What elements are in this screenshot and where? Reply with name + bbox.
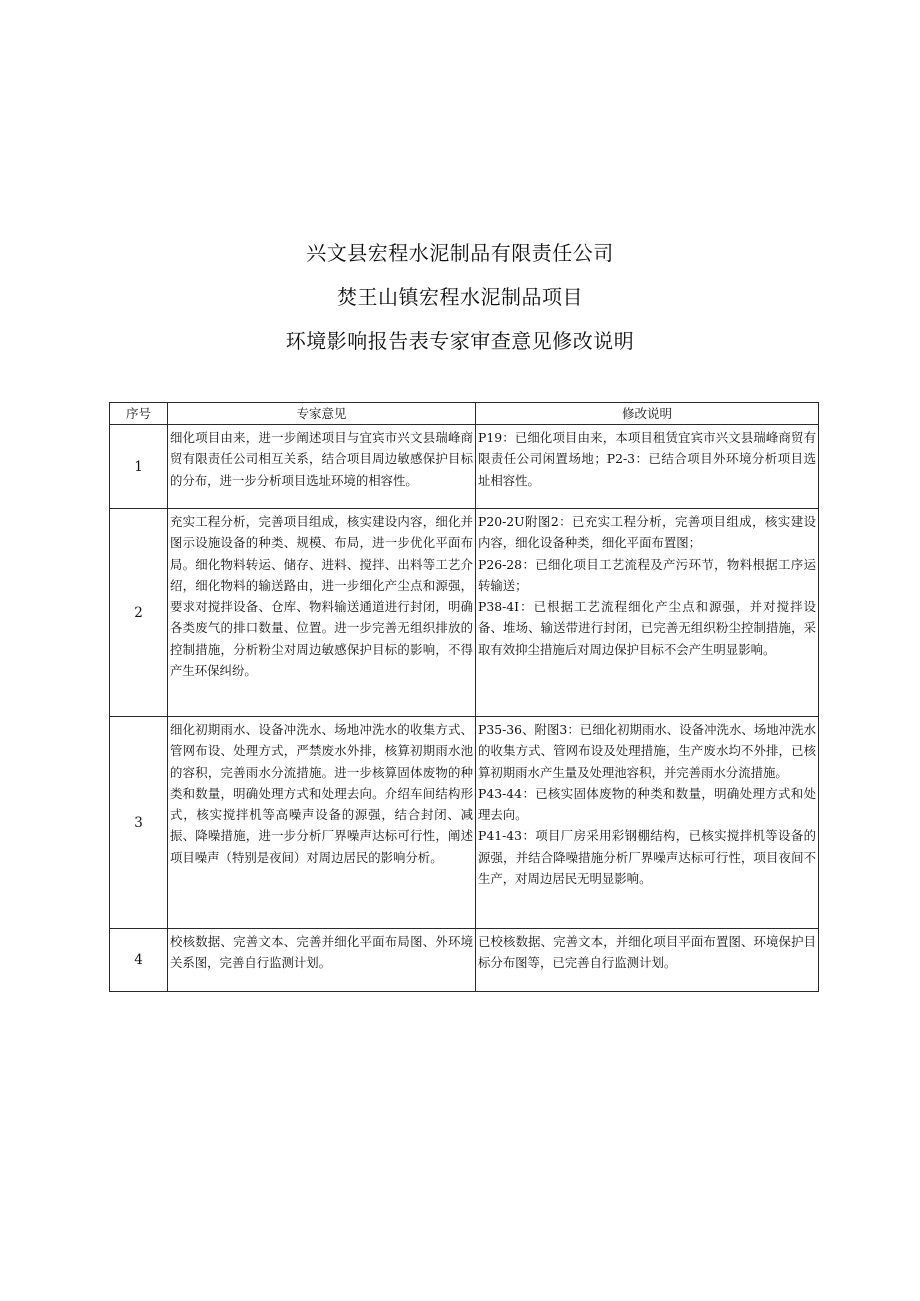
header-opinion: 专家意见 — [168, 403, 476, 425]
revision-note-paragraph: 已校核数据、完善文本，并细化项目平面布置图、环境保护目标分布图等，已完善自行监测计划。 — [478, 934, 816, 971]
row-seq: 3 — [110, 717, 168, 929]
title-report: 环境影响报告表专家审查意见修改说明 — [285, 329, 635, 353]
document-title — [0, 231, 920, 363]
expert-opinion: 校核数据、完善文本、完善并细化平面布局图、外环境关系图，完善自行监测计划。 — [170, 934, 473, 971]
row-note-cell — [476, 929, 819, 992]
revision-note-paragraph: P19：已细化项目由来，本项目租赁宜宾市兴文县瑞峰商贸有限责任公司闲置场地；P2-3：已结合项目外环境分析项目选址相容性。 — [478, 430, 816, 488]
row-seq: 2 — [110, 509, 168, 717]
expert-opinion: 充实工程分析，完善项目组成，核实建设内容，细化并图示设施设备的种类、规模、布局，进一步优化平面布局。细化物料转运、储存、进料、搅拌、出料等工艺介绍，细化物料的输送路由，进一步细化产尘点和源强，要求对搅拌设备、仓库、物料输送通道进行封闭，明确各类废气的排口数量、位置。进一步完善无组织排放的控制措施，分析粉尘对周边敏感保护目标的影响，不得产生环保纠纷。 — [170, 514, 473, 679]
row-opinion-cell — [168, 929, 476, 992]
row-seq: 4 — [110, 929, 168, 992]
table-row — [110, 717, 819, 929]
revision-note — [476, 509, 818, 660]
title-company: 兴文县宏程水泥制品有限责任公司 — [306, 241, 614, 265]
revision-note — [476, 929, 818, 974]
table-row — [110, 509, 819, 717]
revision-note-paragraph: P20-2U附图2：已充实工程分析，完善项目组成，核实建设内容，细化设备种类，细化平面布置图； — [478, 514, 816, 551]
expert-opinion: 细化初期雨水、设备冲洗水、场地冲洗水的收集方式、管网布设、处理方式，严禁废水外排，核算初期雨水池的容积，完善雨水分流措施。进一步核算固体废物的种类和数量，明确处理方式和处理去向。介绍车间结构形式，核实搅拌机等高噪声设备的源强，结合封闭、减振、降噪措施，进一步分析厂界噪声达标可行性，阐述项目噪声（特别是夜间）对周边居民的影响分析。 — [170, 722, 473, 865]
header-note: 修改说明 — [476, 403, 819, 425]
row-opinion-cell — [168, 425, 476, 509]
revision-note-paragraph: P43-44：已核实固体废物的种类和数量，明确处理方式和处理去向。 — [478, 785, 816, 823]
row-seq: 1 — [110, 425, 168, 509]
table-row — [110, 425, 819, 509]
row-opinion-cell — [168, 717, 476, 929]
review-opinion-table — [109, 402, 819, 992]
row-note-cell — [476, 717, 819, 929]
header-seq: 序号 — [110, 403, 168, 425]
revision-note-paragraph: P26-28：已细化项目工艺流程及产污环节，物料根据工序运转输送； — [478, 556, 816, 593]
revision-note — [476, 425, 818, 491]
revision-note-paragraph: P38-4I：已根据工艺流程细化产尘点和源强，并对搅拌设备、堆场、输送带进行封闭，已完善无组织粉尘控制措施，采取有效抑尘措施后对周边保护目标不会产生明显影响。 — [478, 599, 816, 657]
row-opinion-cell — [168, 509, 476, 717]
table-row — [110, 929, 819, 992]
revision-note-paragraph: P35-36、附图3：已细化初期雨水、设备冲洗水、场地冲洗水的收集方式、管网布设及处理措施，生产废水均不外排，已核算初期雨水产生量及处理池容积，并完善雨水分流措施。 — [478, 722, 816, 780]
title-project: 焚王山镇宏程水泥制品项目 — [337, 285, 583, 309]
table-header-row — [110, 403, 819, 425]
row-note-cell — [476, 509, 819, 717]
revision-note-paragraph: P41-43：项目厂房采用彩钢棚结构，已核实搅拌机等设备的源强，并结合降噪措施分析厂界噪声达标可行性，项目夜间不生产，对周边居民无明显影响。 — [478, 828, 816, 887]
revision-note — [476, 717, 818, 889]
row-note-cell — [476, 425, 819, 509]
expert-opinion: 细化项目由来，进一步阐述项目与宜宾市兴文县瑞峰商贸有限责任公司相互关系，结合项目周边敏感保护目标的分布，进一步分析项目选址环境的相容性。 — [170, 430, 473, 488]
